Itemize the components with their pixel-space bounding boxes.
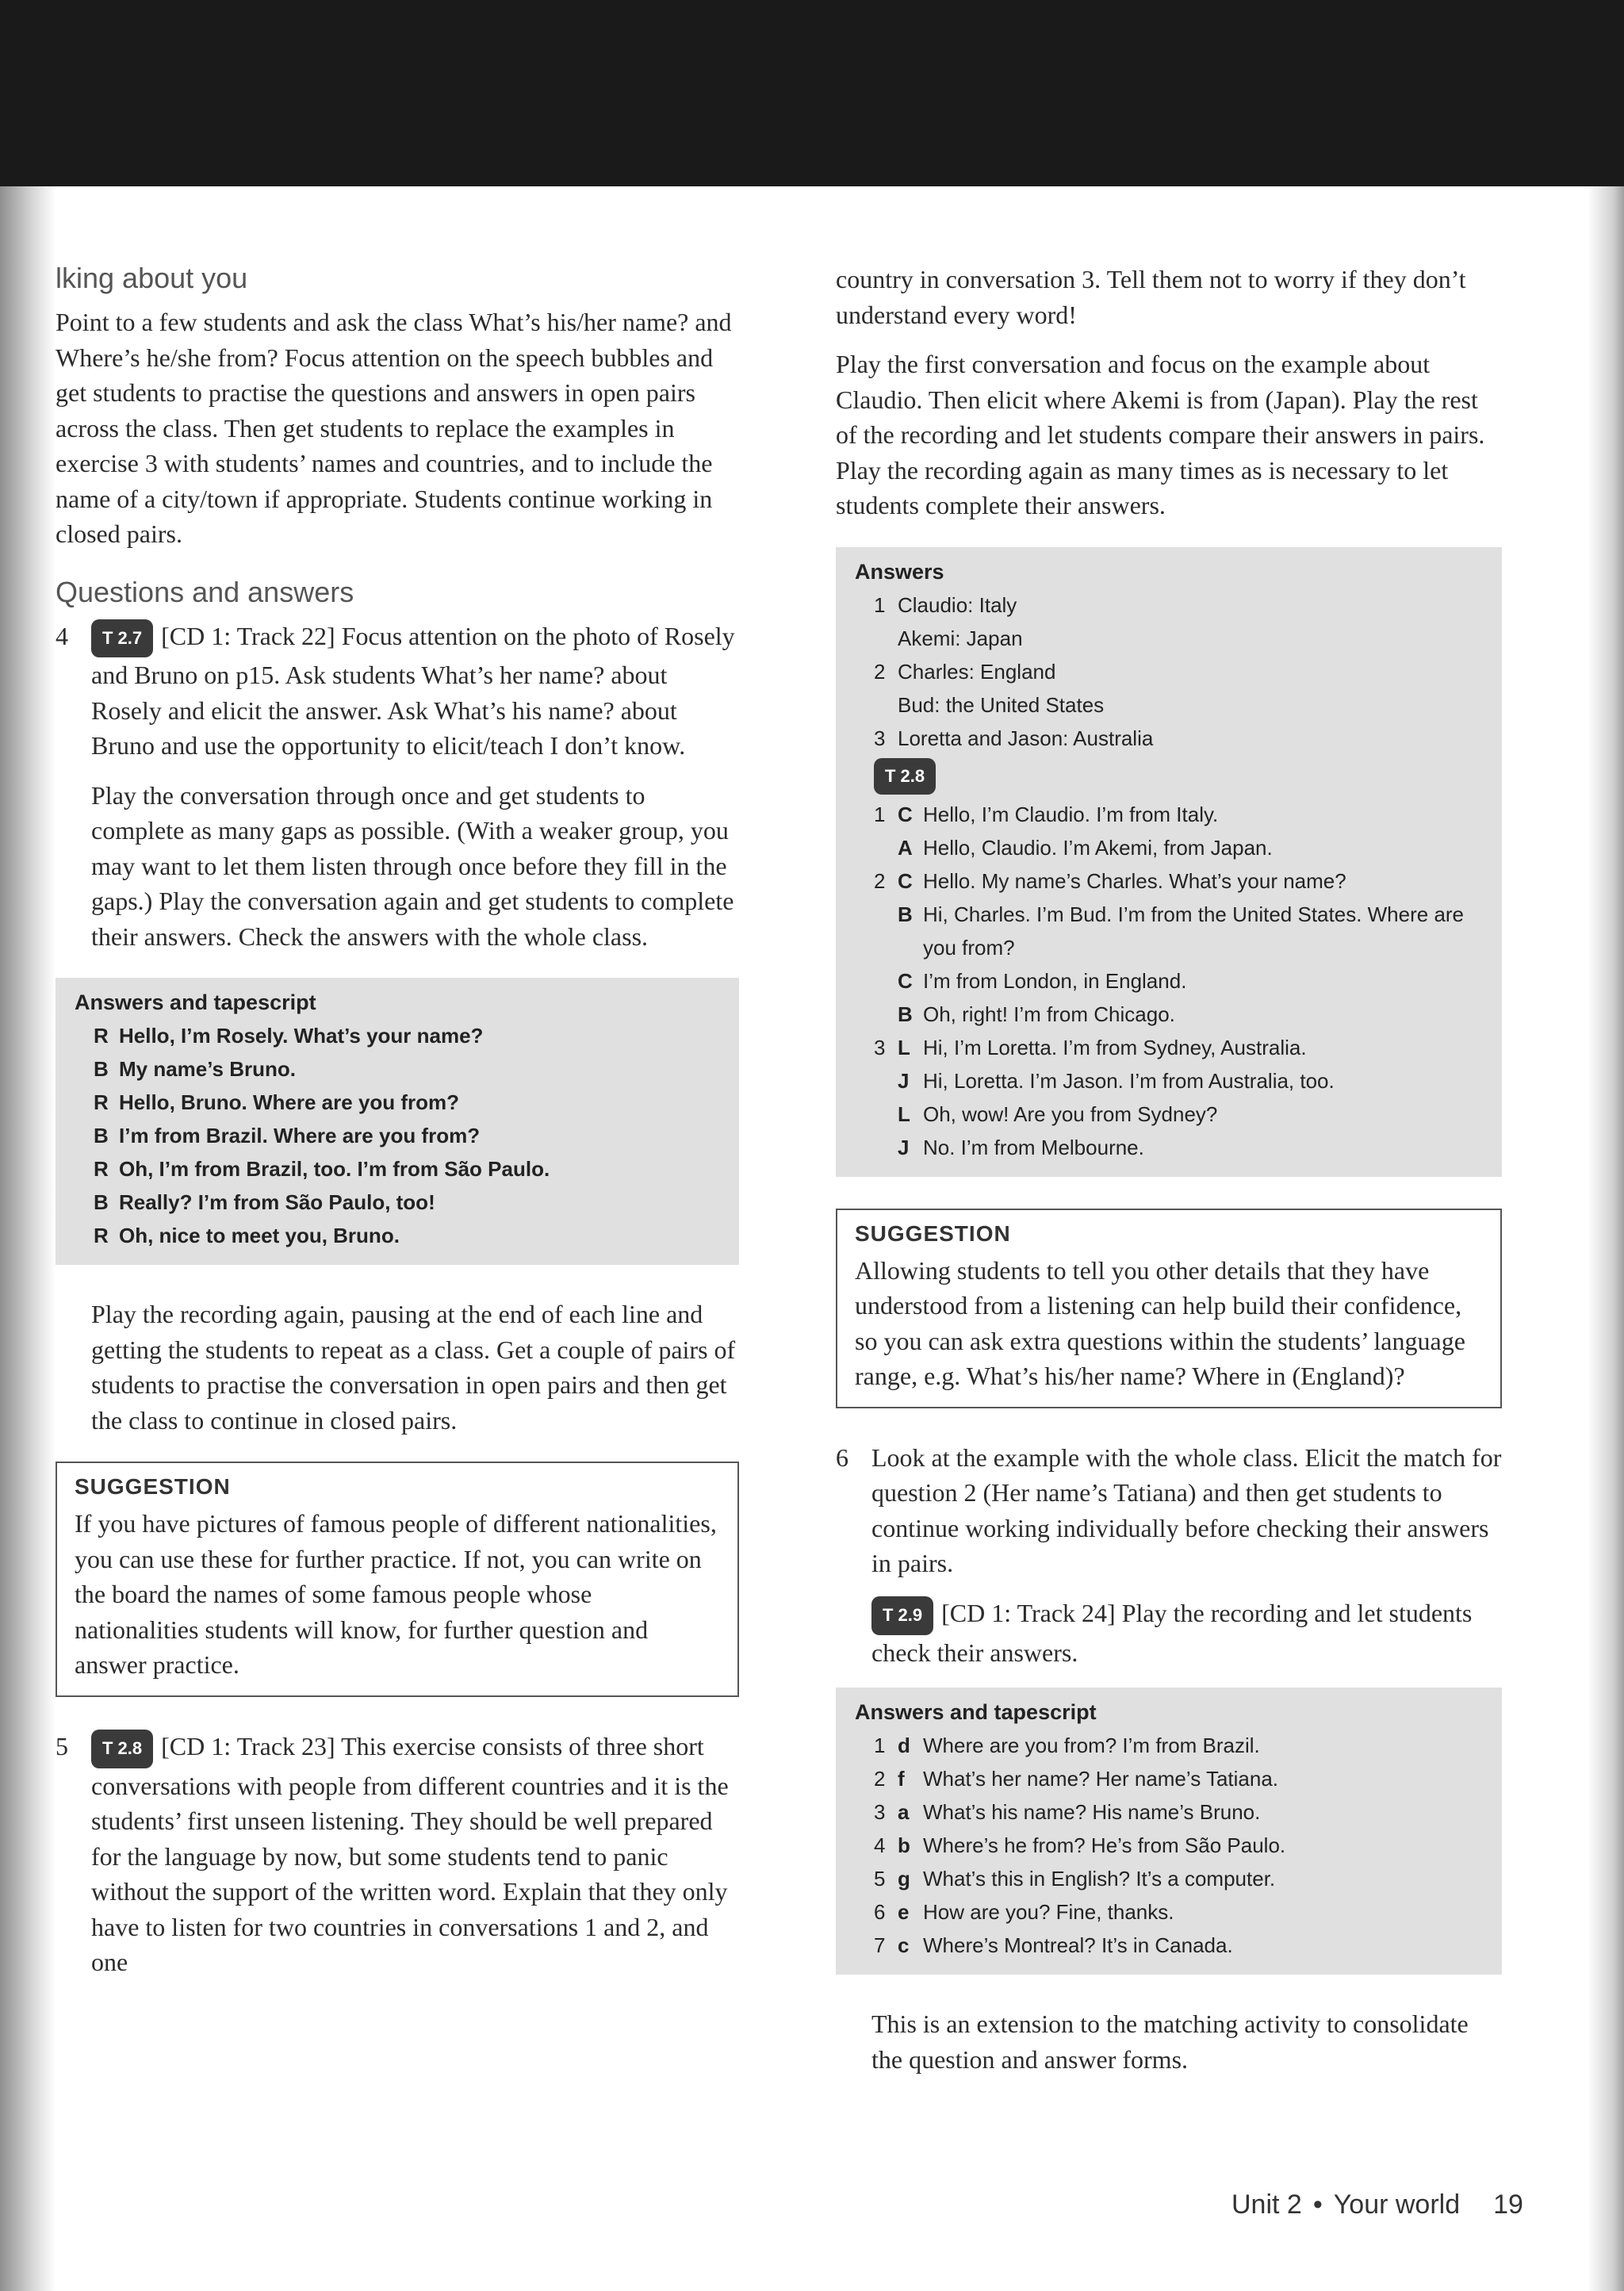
footer-title: Your world <box>1333 2189 1461 2220</box>
line-number: 7 <box>874 1933 886 1958</box>
list-item <box>874 1762 1486 1795</box>
line-number <box>874 1064 898 1098</box>
para-continue-ex5: country in conversation 3. Tell them not to worry if they don’t understand every word! <box>836 265 1466 329</box>
box-heading: Answers and tapescript <box>75 990 316 1015</box>
list-item <box>94 1152 723 1186</box>
exercise-6-track-text: [CD 1: Track 24] Play the recording and let students check their answers. <box>871 1598 1473 1667</box>
scan-gutter-shadow <box>0 186 56 2291</box>
list-item <box>874 1895 1486 1929</box>
line-number: 3 <box>874 726 886 750</box>
exercise-5-text: [CD 1: Track 23] This exercise consists of three short conversations with people from different countries and it is the students’ first unseen listening. They should be well prepared for the language by now, but some students tend to panic without the support of the written word. Explain that they only have to listen for two countries in conversations 1 and 2, and one <box>91 1731 729 1977</box>
line-text: Where’s Montreal? It’s in Canada. <box>923 1933 1233 1958</box>
track-badge: T 2.9 <box>871 1596 933 1635</box>
suggestion-heading: SUGGESTION <box>75 1474 231 1500</box>
speaker-label: A <box>898 835 913 860</box>
speaker-label: J <box>898 1068 910 1093</box>
line-number: 3 <box>874 1035 886 1059</box>
line-text: Hi, I’m Loretta. I’m from Sydney, Australia. <box>923 1035 1307 1059</box>
speaker-label: R <box>94 1090 109 1115</box>
tapescript-lines <box>94 1019 723 1252</box>
line-text: No. I’m from Melbourne. <box>923 1135 1144 1159</box>
line-text: Hi, Charles. I’m Bud. I’m from the United States. Where are you from? <box>923 902 1465 960</box>
list-item <box>874 722 1486 755</box>
line-number: 3 <box>874 1800 886 1825</box>
line-text: What’s this in English? It’s a computer. <box>923 1867 1276 1891</box>
list-item <box>874 1098 1486 1131</box>
line-text: Oh, wow! Are you from Sydney? <box>923 1101 1218 1126</box>
list-item <box>94 1186 723 1219</box>
exercise-number: 4 <box>56 621 68 650</box>
line-text: I’m from Brazil. Where are you from? <box>119 1124 481 1148</box>
matching-answers <box>874 1729 1486 1962</box>
list-item <box>874 1829 1486 1862</box>
speaker-label: R <box>94 1157 109 1182</box>
list-item <box>874 864 1486 898</box>
line-text: Hello. My name’s Charles. What’s your name? <box>923 868 1346 893</box>
footer-separator: • <box>1312 2189 1323 2220</box>
list-item <box>874 1031 1486 1064</box>
list-item <box>874 655 1486 688</box>
track-badge: T 2.8 <box>91 1730 153 1768</box>
box-heading: Answers and tapescript <box>855 1700 1097 1725</box>
speaker-label: B <box>94 1124 109 1148</box>
list-item <box>94 1219 723 1252</box>
line-number <box>874 1098 898 1131</box>
line-text: Loretta and Jason: Australia <box>898 726 1154 750</box>
list-item <box>874 964 1486 998</box>
line-number: 1 <box>874 1734 886 1758</box>
line-text: Bud: the United States <box>898 692 1105 717</box>
speaker-label: C <box>898 868 913 893</box>
speaker-label: B <box>94 1190 109 1215</box>
list-item <box>874 1131 1486 1164</box>
line-number <box>874 1131 898 1164</box>
speaker-label: f <box>898 1767 905 1791</box>
speaker-label: g <box>898 1867 910 1891</box>
answers-box-2 <box>836 547 1502 1177</box>
line-text: What’s her name? Her name’s Tatiana. <box>923 1767 1279 1791</box>
footer-unit: Unit 2 <box>1231 2189 1302 2220</box>
exercise-6-text: Look at the example with the whole class. Elicit the match for question 2 (Her name’s Tatiana) and then get students to continue working individually before checking their answers in pairs. <box>871 1442 1502 1578</box>
left-column <box>56 262 739 1994</box>
list-item <box>94 1119 723 1152</box>
suggestion-box-2 <box>836 1209 1502 1408</box>
answers-tapescript-box-1 <box>56 978 739 1265</box>
line-number: 1 <box>874 592 886 617</box>
heading-questions-answers: Questions and answers <box>56 575 354 608</box>
list-item <box>874 688 1486 722</box>
list-item <box>874 998 1486 1031</box>
list-item <box>874 831 1486 864</box>
suggestion-text: If you have pictures of famous people of different nationalities, you can use these for further practice. If not, you can write on the board the names of some famous people whose nationalities students will know, for further question and answer practice. <box>75 1509 717 1680</box>
line-number: 5 <box>874 1867 886 1891</box>
speaker-label: L <box>898 1101 910 1126</box>
exercise-5 <box>56 1729 739 1980</box>
speaker-label: c <box>898 1933 910 1958</box>
line-text: Hello, I’m Claudio. I’m from Italy. <box>923 802 1219 826</box>
line-text: Hi, Loretta. I’m Jason. I’m from Australia, too. <box>923 1068 1335 1093</box>
line-text: Oh, nice to meet you, Bruno. <box>119 1224 400 1248</box>
line-number <box>874 898 898 964</box>
exercise-4-instructions: Play the conversation through once and get students to complete as many gaps as possible. (With a weaker group, you may want to let them listen through once before they fill in the gaps.) Play the conversation again and get students to complete their answers. Check the answers with the whole class. <box>91 780 734 951</box>
line-number: 2 <box>874 868 886 893</box>
line-text: Claudio: Italy <box>898 592 1017 617</box>
line-text: Hello, Claudio. I’m Akemi, from Japan. <box>923 835 1273 860</box>
speaker-label: B <box>94 1057 109 1082</box>
exercise-number: 6 <box>836 1442 848 1472</box>
speaker-label: C <box>898 802 913 826</box>
line-number: 4 <box>874 1833 886 1858</box>
list-item <box>874 898 1486 964</box>
tapescript-lines <box>874 798 1486 1164</box>
line-text: Where are you from? I’m from Brazil. <box>923 1734 1260 1758</box>
line-number <box>874 688 898 722</box>
line-text: Hello, I’m Rosely. What’s your name? <box>119 1024 484 1048</box>
list-item <box>94 1086 723 1119</box>
speaker-label: C <box>898 968 913 993</box>
line-text: How are you? Fine, thanks. <box>923 1900 1174 1925</box>
list-item <box>94 1019 723 1052</box>
exercise-4-text: [CD 1: Track 22] Focus attention on the photo of Rosely and Bruno on p15. Ask students What’s her name? about Rosely and elicit the answer. Ask What’s his name? about Bruno and use the opportunity to elicit/teach I don’t know. <box>91 621 735 760</box>
line-number <box>874 622 898 655</box>
list-item <box>94 1052 723 1086</box>
speaker-label: L <box>898 1035 910 1059</box>
heading-talking-about-you: lking about you <box>56 262 248 294</box>
list-item <box>874 1929 1486 1962</box>
exercise-number: 5 <box>56 1731 68 1760</box>
line-text: Where’s he from? He’s from São Paulo. <box>923 1833 1286 1858</box>
suggestion-heading: SUGGESTION <box>855 1220 1011 1246</box>
line-text: My name’s Bruno. <box>119 1057 296 1082</box>
speaker-label: B <box>898 902 913 926</box>
scan-top-shadow <box>0 0 1624 186</box>
line-text: I’m from London, in England. <box>923 968 1187 993</box>
list-item <box>874 1795 1486 1829</box>
speaker-label: a <box>898 1800 910 1825</box>
answers-lines <box>874 588 1486 755</box>
line-number: 2 <box>874 659 886 684</box>
line-number: 6 <box>874 1900 886 1925</box>
line-text: What’s his name? His name’s Bruno. <box>923 1800 1261 1825</box>
exercise-6-intro <box>836 1440 1502 1581</box>
line-number <box>874 964 898 998</box>
list-item <box>874 1729 1486 1762</box>
track-badge: T 2.8 <box>874 758 936 795</box>
line-number <box>874 998 898 1031</box>
list-item <box>874 1862 1486 1895</box>
speaker-label: J <box>898 1135 910 1159</box>
line-text: Oh, I’m from Brazil, too. I’m from São Paulo. <box>119 1157 550 1182</box>
para-play-first: Play the first conversation and focus on the example about Claudio. Then elicit where Akemi is from (Japan). Play the rest of the recording and let students compare their answers in pairs. Play the recording again as many times as is necessary to let students complete their answers. <box>836 350 1485 519</box>
para-repeat-recording: Play the recording again, pausing at the end of each line and getting the students to repeat as a class. Get a couple of pairs of students to practise the conversation in open pairs and then get the class to continue in closed pairs. <box>91 1300 736 1435</box>
list-item <box>874 622 1486 655</box>
line-number: 2 <box>874 1767 886 1791</box>
answers-tapescript-box-3 <box>836 1688 1502 1975</box>
speaker-label: B <box>898 1002 913 1026</box>
line-number: 1 <box>874 802 886 826</box>
speaker-label: d <box>898 1734 910 1758</box>
speaker-label: b <box>898 1833 910 1858</box>
page-number: 19 <box>1493 2189 1523 2220</box>
line-text: Akemi: Japan <box>898 626 1023 650</box>
suggestion-text: Allowing students to tell you other details that they have understood from a listening can help build their confidence, so you can ask extra questions within the students’ language range, e.g. What’s his/her name? Where in (England)? <box>855 1255 1465 1391</box>
box-heading: Answers <box>855 559 944 584</box>
list-item <box>874 588 1486 622</box>
exercise-6-track <box>836 1596 1502 1670</box>
page-footer <box>1231 2189 1523 2220</box>
speaker-label: e <box>898 1900 910 1925</box>
speaker-label: R <box>94 1224 109 1248</box>
scan-page-edge <box>1588 186 1624 2291</box>
line-number <box>874 831 898 864</box>
exercise-4-intro <box>56 619 739 764</box>
line-text: Charles: England <box>898 659 1056 684</box>
track-badge: T 2.7 <box>91 619 153 658</box>
line-text: Hello, Bruno. Where are you from? <box>119 1090 460 1115</box>
list-item <box>874 1064 1486 1098</box>
speaker-label: R <box>94 1024 109 1048</box>
line-text: Really? I’m from São Paulo, too! <box>119 1190 435 1215</box>
suggestion-box-1 <box>56 1462 739 1697</box>
line-text: Oh, right! I’m from Chicago. <box>923 1002 1175 1026</box>
right-column <box>836 262 1502 2091</box>
list-item <box>874 798 1486 831</box>
para-talking-about-you: Point to a few students and ask the class What’s his/her name? and Where’s he/she from? Focus attention on the speech bubbles and get students to practise the questions and answers in open pairs across the class. Then get students to replace the examples in exercise 3 with students’ names and countries, and to include the name of a city/town if appropriate. Students continue working in closed pairs. <box>56 308 732 548</box>
para-extension: This is an extension to the matching activity to consolidate the question and answer forms. <box>871 2009 1469 2074</box>
